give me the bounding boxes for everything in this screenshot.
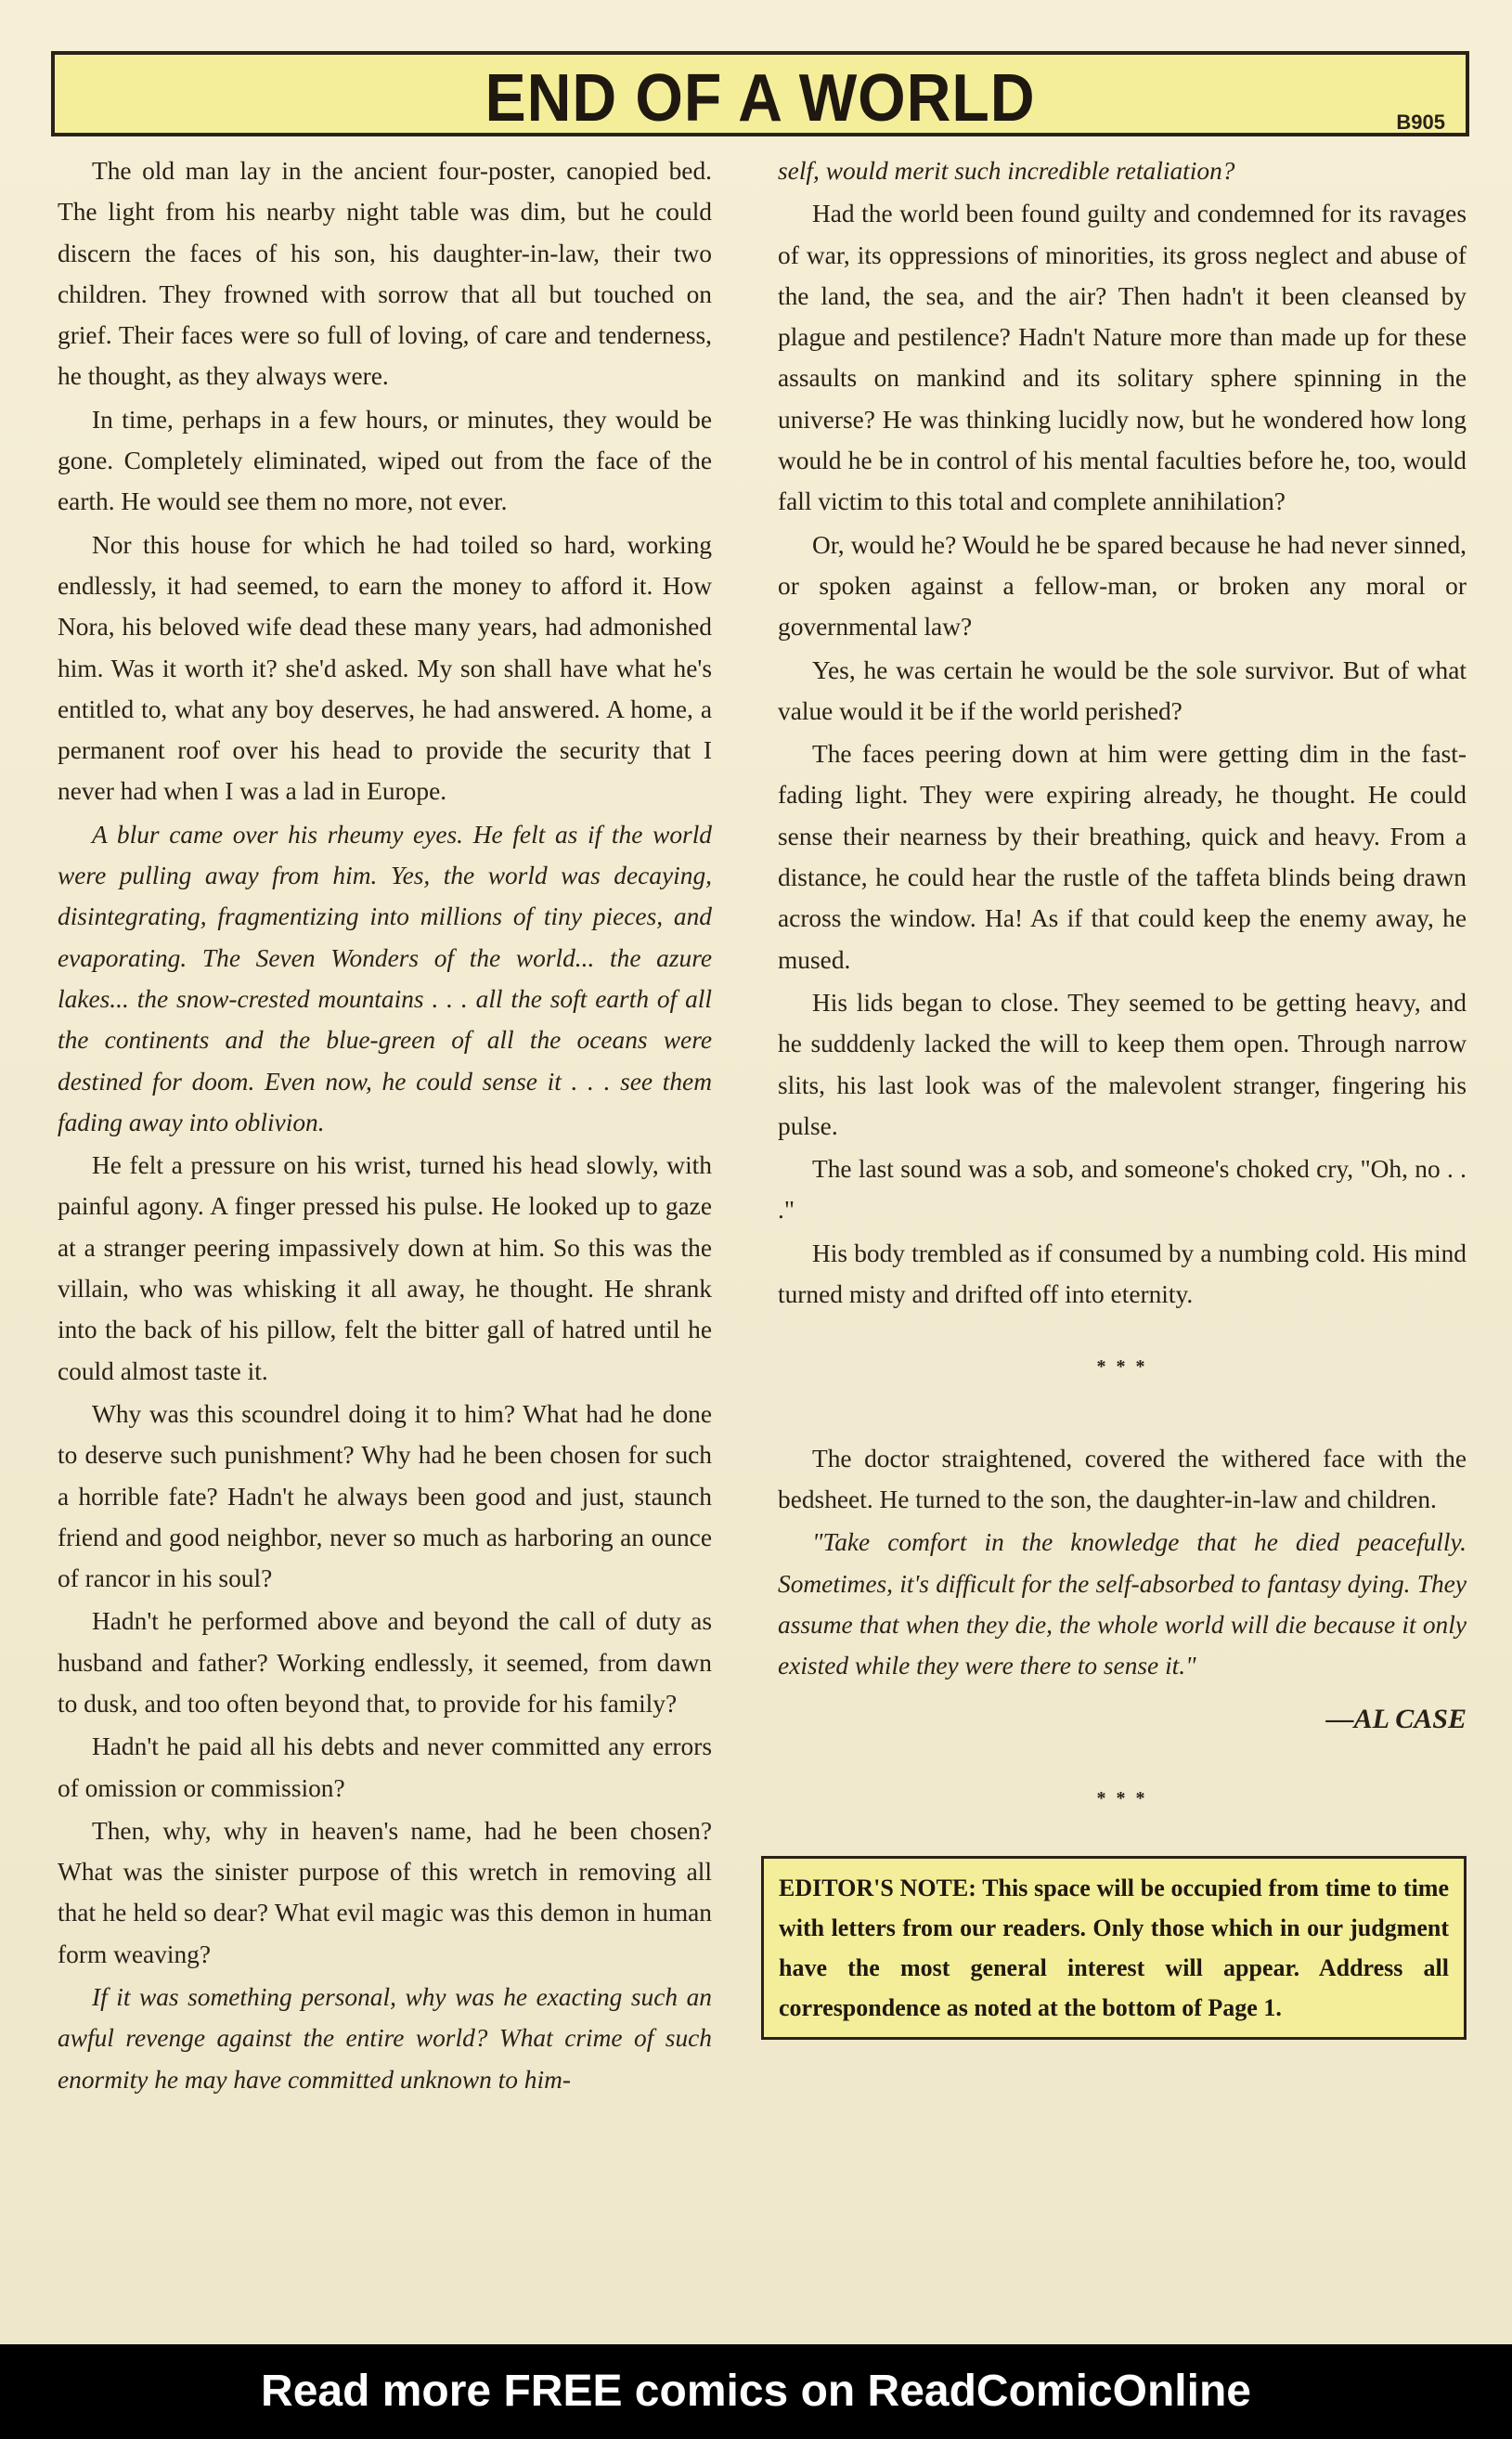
- left-column: [58, 150, 712, 2102]
- paragraph: Why was this scoundrel doing it to him? What had he done to deserve such punishment? Why had he been chosen for such a horrible fate? Hadn't he always been good and just, staunch friend and good neighbor, never so much as harboring an ounce of rancor in his soul?: [58, 1399, 712, 1593]
- right-column: [778, 150, 1467, 2040]
- paragraph: Hadn't he performed above and beyond the call of duty as husband and father? Working endlessly, it seemed, from dawn to dusk, and too often beyond that, to provide for his family?: [58, 1607, 712, 1718]
- page-code: B905: [1396, 110, 1445, 134]
- paragraph: In time, perhaps in a few hours, or minutes, they would be gone. Completely eliminated, wiped out from the face of the earth. He would see them no more, not ever.: [58, 405, 712, 516]
- paragraph: Then, why, why in heaven's name, had he been chosen? What was the sinister purpose of this wretch in removing all that he held so dear? What evil magic was this demon in human form weaving?: [58, 1816, 712, 1968]
- paragraph: Nor this house for which he had toiled so hard, working endlessly, it had seemed, to earn the money to afford it. How Nora, his beloved wife dead these many years, had admonished him. Was it worth it? she'd asked. My son shall have what he's entitled to, what any boy deserves, he had answered. A home, a permanent roof over his head to provide the security that I never had when I was a lad in Europe.: [58, 530, 712, 806]
- section-separator: * * *: [1096, 1787, 1148, 1809]
- paragraph: The doctor straightened, covered the withered face with the bedsheet. He turned to the son, the daughter-in-law and children.: [778, 1444, 1467, 1513]
- promo-banner[interactable]: Read more FREE comics on ReadComicOnline: [0, 2344, 1512, 2439]
- paragraph: Hadn't he paid all his debts and never committed any errors of omission or commission?: [58, 1732, 712, 1802]
- paragraph: The last sound was a sob, and someone's choked cry, "Oh, no . . .": [778, 1155, 1467, 1225]
- paragraph: "Take comfort in the knowledge that he died peacefully. Sometimes, it's difficult for the self-absorbed to fantasy dying. They assume that when they die, the whole world will die because it only existed while they were there to sense it.": [778, 1528, 1467, 1680]
- title-banner: [51, 51, 1469, 136]
- paragraph: Yes, he was certain he would be the sole survivor. But of what value would it be if the world perished?: [778, 655, 1467, 725]
- paragraph: He felt a pressure on his wrist, turned his head slowly, with painful agony. A finger pressed his pulse. He looked up to gaze at a stranger peering impassively down at him. So this was the villain, who was whisking it all away, he thought. He shrank into the back of his pillow, felt the bitter gall of hatred until he could almost taste it.: [58, 1151, 712, 1385]
- paragraph: self, would merit such incredible retaliation?: [778, 157, 1235, 185]
- paragraph: His body trembled as if consumed by a numbing cold. His mind turned misty and drifted off into eternity.: [778, 1239, 1467, 1309]
- paragraph: If it was something personal, why was he exacting such an awful revenge against the entire world? What crime of such enormity he may have committed unknown to him-: [58, 1983, 712, 2094]
- paragraph: A blur came over his rheumy eyes. He felt as if the world were pulling away from him. Yes, the world was decaying, disintegrating, fragmentizing into millions of tiny pieces, and evaporating. The Seven Wonders of the world... the azure lakes... the snow-crested mountains . . . all the soft earth of all the continents and the blue-green of all the oceans were destined for doom. Even now, he could sense it . . . see them fading away into oblivion.: [58, 820, 712, 1136]
- editors-note: EDITOR'S NOTE: This space will be occupied from time to time with letters from our readers. Only those which in our judgment have the most general interest will appear. Address all correspondence as noted at the bottom of Page 1.: [761, 1856, 1467, 2040]
- paragraph: Had the world been found guilty and condemned for its ravages of war, its oppressions of minorities, its gross neglect and abuse of the land, the sea, and the air? Then hadn't it been cleansed by plague and pestilence? Hadn't Nature more than made up for these assaults on mankind and its solitary sphere spinning in the universe? He was thinking lucidly now, but he wondered how long would he be in control of his mental faculties before he, too, would fall victim to this total and complete annihilation?: [778, 200, 1467, 516]
- story-title: END OF A WORLD: [485, 61, 1036, 136]
- paragraph: The old man lay in the ancient four-poster, canopied bed. The light from his nearby night table was dim, but he could discern the faces of his son, his daughter-in-law, their two children. They frowned with sorrow that all but touched on grief. Their faces were so full of loving, of care and tenderness, he thought, as they always were.: [58, 157, 712, 391]
- paragraph: The faces peering down at him were getting dim in the fast-fading light. They were expiring already, he thought. He could sense their nearness by their breathing, quick and heavy. From a distance, he could hear the rustle of the taffeta blinds being drawn across the window. Ha! As if that could keep the enemy away, he mused.: [778, 740, 1467, 974]
- section-separator: * * *: [1096, 1356, 1148, 1378]
- author-signature: —AL CASE: [1325, 1704, 1467, 1735]
- paragraph: Or, would he? Would he be spared because he had never sinned, or spoken against a fellow-man, or broken any moral or governmental law?: [778, 530, 1467, 642]
- paragraph: His lids began to close. They seemed to be getting heavy, and he sudddenly lacked the will to keep them open. Through narrow slits, his last look was of the malevolent stranger, fingering his pulse.: [778, 988, 1467, 1140]
